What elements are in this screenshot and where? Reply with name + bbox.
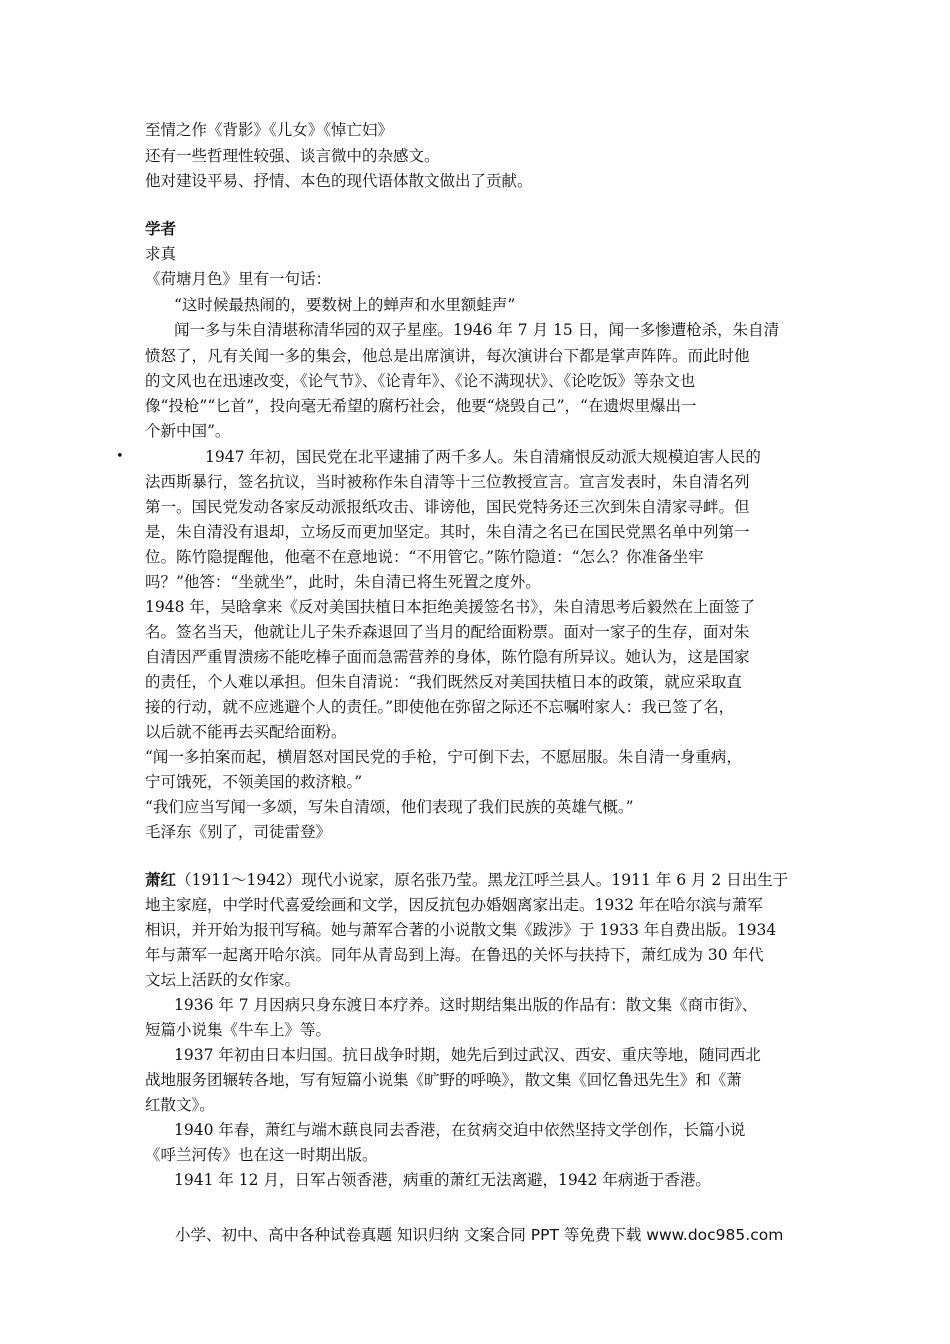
text-line: 他对建设平易、抒情、本色的现代语体散文做出了贡献。 [145,172,533,190]
text-line: 还有一些哲理性较强、谈言微中的杂感文。 [145,147,440,165]
text-line: 愤怒了，凡有关闻一多的集会，他总是出席演讲，每次演讲台下都是掌声阵阵。而此时他 [145,347,750,365]
text-line: 求真 [145,245,177,263]
text-line: 1941 年 12 月，日军占领香港，病重的萧红无法离避，1942 年病逝于香港。 [174,1171,711,1189]
text-line: 自清因严重胃溃疡不能吃棒子面而急需营养的身体，陈竹隐有所异议。她认为，这是国家 [145,648,750,666]
citation-line: 毛泽东《别了，司徒雷登》 [145,823,332,841]
list-bullet: • [116,449,124,464]
text-line: 法西斯暴行，签名抗议，当时被称作朱自清等十三位教授宣言。宣言发表时，朱自清名列 [145,473,750,491]
text-line: 短篇小说集《牛车上》等。 [145,1021,332,1039]
text-line [145,867,825,893]
text-line: 1948 年，吴晗拿来《反对美国扶植日本拒绝美援签名书》，朱自清思考后毅然在上面签了 [145,598,756,616]
text-line: 名。签名当天，他就让儿子朱乔森退回了当月的配给面粉票。面对一家子的生存，面对朱 [145,623,750,641]
text-line: 年与萧军一起离开哈尔滨。同年从青岛到上海。在鲁迅的关怀与扶持下，萧红成为 30 年代 [145,946,764,964]
text-line: 红散文》。 [145,1096,215,1114]
text-line: 第一。国民党发动各家反动派报纸攻击、诽谤他，国民党特务还三次到朱自清家寻衅。但 [145,498,750,516]
text-line: 文坛上活跃的女作家。 [145,971,301,989]
author-intro: （1911～1942）现代小说家，原名张乃莹。黑龙江呼兰县人。1911 年 6 月 2 日出生于 [176,871,789,889]
text-line: 的责任，个人难以承担。但朱自清说：“我们既然反对美国扶植日本的政策，就应采取直 [145,673,742,691]
text-line: 相识，并开始为报刊写稿。她与萧军合著的小说散文集《跋涉》于 1933 年自费出版。1934 [145,921,777,939]
text-line: 战地服务团辗转各地，写有短篇小说集《旷野的呼唤》，散文集《回忆鲁迅先生》和《萧 [145,1071,742,1089]
text-line: 至情之作《背影》《儿女》《悼亡妇》 [145,121,394,139]
text-line: 像“投枪”“匕首”，投向毫无希望的腐朽社会，他要“烧毁自己”，“在遗烬里爆出一 [145,397,697,415]
page-footer: 小学、初中、高中各种试卷真题 知识归纳 文案合同 PPT 等免费下载 www.doc985.com [175,1226,784,1244]
text-line: 《荷塘月色》里有一句话： [145,270,332,288]
quote-line: “我们应当写闻一多颂，写朱自清颂，他们表现了我们民族的英雄气概。” [145,798,634,816]
text-line: 位。陈竹隐提醒他，他毫不在意地说：“不用管它。”陈竹隐道：“怎么？你准备坐牢 [145,548,704,566]
text-line: 以后就不能再去买配给面粉。 [145,723,347,741]
quote-line: “这时候最热闹的，要数树上的蝉声和水里额蛙声” [174,296,516,314]
section-heading: 学者 [145,219,177,238]
quote-line: “闻一多拍案而起，横眉怒对国民党的手枪，宁可倒下去，不愿屈服。朱自清一身重病， [145,748,742,766]
text-line: 接的行动，就不应逃避个人的责任。”即使他在弥留之际还不忘嘱咐家人：我已签了名， [145,698,735,716]
text-line: 《呼兰河传》也在这一时期出版。 [145,1146,378,1164]
text-line: 是，朱自清没有退却，立场反而更加坚定。其时，朱自清之名已在国民党黑名单中列第一 [145,523,750,541]
text-line: 闻一多与朱自清堪称清华园的双子星座。1946 年 7 月 15 日，闻一多惨遭枪杀，朱自清 [174,321,780,339]
quote-line: 宁可饿死，不领美国的救济粮。” [145,773,363,791]
text-line: 的文风也在迅速改变，《论气节》、《论青年》、《论不满现状》、《论吃饭》等杂文也 [145,372,696,390]
text-line: 吗？”他答：“坐就坐”，此时，朱自清已将生死置之度外。 [145,573,541,591]
text-line: 地主家庭，中学时代喜爱绘画和文学，因反抗包办婚姻离家出走。1932 年在哈尔滨与萧军 [145,896,763,914]
text-line: 1947 年初，国民党在北平逮捕了两千多人。朱自清痛恨反动派大规模迫害人民的 [205,448,761,466]
text-line: 1940 年春，萧红与端木蕻良同去香港，在贫病交迫中依然坚持文学创作，长篇小说 [174,1121,746,1139]
text-line: 个新中国”。 [145,422,231,440]
text-line: 1936 年 7 月因病只身东渡日本疗养。这时期结集出版的作品有：散文集《商市街》、 [174,996,758,1014]
author-name: 萧红 [145,870,177,889]
text-line: 1937 年初由日本归国。抗日战争时期，她先后到过武汉、西安、重庆等地，随同西北 [174,1046,761,1064]
